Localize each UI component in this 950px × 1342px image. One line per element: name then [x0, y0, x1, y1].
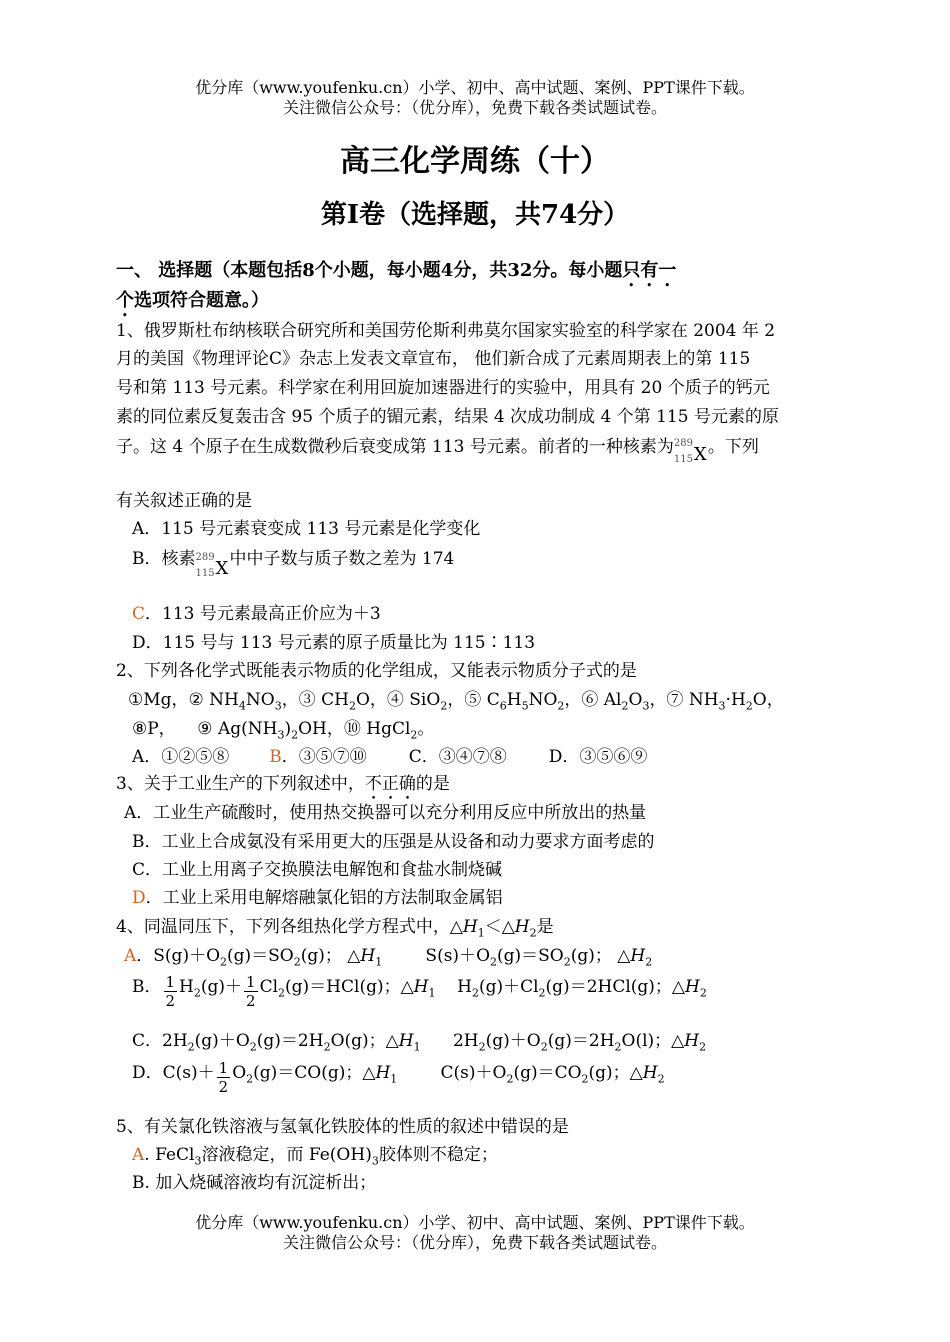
q1-line-3: 号和第 113 号元素。科学家在利用回旋加速器进行的实验中，用具有 20 个质子的钙元	[116, 378, 770, 398]
q1-line-6: 有关叙述正确的是	[116, 491, 252, 511]
footer-line-1: 优分库（www.youfenku.cn）小学、初中、高中试题、案例、PPT课件下载。	[195, 1213, 755, 1232]
q2-stem: 2、下列各化学式既能表示物质的化学组成，又能表示物质分子式的是	[116, 661, 637, 681]
q1-option-b: B．核素 289 115 X 中中子数与质子数之差为 174	[132, 544, 454, 588]
q1-option-c: C．113 号元素最高正价应为＋3	[132, 604, 381, 624]
q3-option-b: B．工业上合成氨没有采用更大的压强是从设备和动力要求方面考虑的	[132, 832, 655, 852]
q1-line-2: 月的美国《物理评论C》杂志上发表文章宣布， 他们新合成了元素周期表上的第 115	[116, 349, 751, 369]
fraction-half: $\frac{1}{2}$	[246, 973, 256, 1010]
nuclide-symbol: 289 115 X	[195, 552, 229, 579]
q2-formulas-line-2: ⑧P， ⑨ $Ag(NH_3)_2OH$，⑩ HgCl$_2$。	[132, 719, 435, 742]
q4-option-d: D．C(s)＋ $\frac{1}{2}$ $O_2(g)=CO(g)$；$\triangle H_1$ $C(s)+O_2(g)=CO_2(g)$；$\triangle H_2$	[132, 1059, 665, 1096]
q1-line-1: 1、俄罗斯杜布纳核联合研究所和美国劳伦斯利弗莫尔国家实验室的科学家在 2004 年 2	[116, 321, 776, 341]
q3-stem: 3、关于工业生产的下列叙述中，不正确的是	[116, 774, 450, 794]
q1-option-a: A．115 号元素衰变成 113 号元素是化学变化	[132, 519, 481, 539]
q2-options: A．①②⑤⑧ B．③⑤⑦⑩ C．③④⑦⑧ D．③⑤⑥⑨	[132, 747, 648, 767]
nuclide-symbol: 289 115 X	[673, 438, 707, 465]
q4-option-c: C．$2H_2(g)+O_2(g)=2H_2O(g)$；$\triangle H_1$ $2H_2(g)+O_2(g)=2H_2O(l)$；$\triangle H_2$	[132, 1031, 707, 1054]
footer-line-2: 关注微信公众号：（优分库），免费下载各类试题试卷。	[282, 1233, 667, 1252]
q1-line-4: 素的同位素反复轰击含 95 个质子的镅元素，结果 4 次成功制成 4 个第 115 号元素的原	[116, 407, 779, 427]
q3-option-a: A．工业生产硫酸时，使用热交换器可以充分利用反应中所放出的热量	[124, 803, 647, 823]
header-line-2: 关注微信公众号：（优分库），免费下载各类试题试卷。	[282, 98, 667, 117]
q3-option-c: C．工业上用离子交换膜法电解饱和食盐水制烧碱	[132, 860, 503, 880]
q4-option-b: B． $\frac{1}{2}$ $H_2(g)+$ $\frac{1}{2}$ $Cl_2(g)=HCl(g)$；$\triangle H_1$ $H_2(g)+Cl_2(g)=2HCl(g)$；$\triangle H_2$	[132, 973, 707, 1010]
q5-option-a: A. FeCl$_3$溶液稳定，而 $Fe(OH)_3$胶体则不稳定；	[132, 1145, 498, 1168]
q3-option-d: D．工业上采用电解熔融氯化铝的方法制取金属铝	[132, 888, 503, 908]
section-heading-line-2: 个选项符合题意。）	[116, 290, 269, 311]
page-title: 高三化学周练（十）	[340, 144, 610, 179]
q4-option-a: A．$S(g)+O_2(g)=SO_2(g)$； $\triangle H_1$ $S(s)+O_2(g)=SO_2(g)$； $\triangle H_2$	[124, 946, 653, 969]
q4-stem: 4、同温同压下，下列各组热化学方程式中，$\triangle H_1<\triangle H_2$是	[116, 917, 554, 940]
header-line-1: 优分库（www.youfenku.cn）小学、初中、高中试题、案例、PPT课件下载。	[195, 78, 755, 97]
section-heading-line-1: 一、 选择题（本题包括8个小题，每小题4分，共32分。每小题只有一	[116, 260, 677, 281]
q2-formulas-line-1: ①Mg，② $NH_4NO_3$，③ $CH_2O$，④ SiO$_2$，⑤ $C_6H_5NO_2$，⑥ $Al_2O_3$，⑦ $NH_3\cdot H_2O$，	[128, 690, 784, 713]
page-subtitle: 第I卷（选择题，共74分）	[320, 200, 630, 230]
q5-stem: 5、有关氯化铁溶液与氢氧化铁胶体的性质的叙述中错误的是	[116, 1117, 569, 1137]
q5-option-b: B. 加入烧碱溶液均有沉淀析出；	[132, 1173, 377, 1193]
q1-line-5: 子。这 4 个原子在生成数微秒后衰变成第 113 号元素。前者的一种核素为 289 115 X 。下列	[116, 432, 759, 474]
fraction-half: $\frac{1}{2}$	[218, 1059, 229, 1096]
q1-option-d: D．115 号与 113 号元素的原子质量比为 115∶113	[132, 633, 536, 653]
fraction-half: $\frac{1}{2}$	[165, 973, 176, 1010]
